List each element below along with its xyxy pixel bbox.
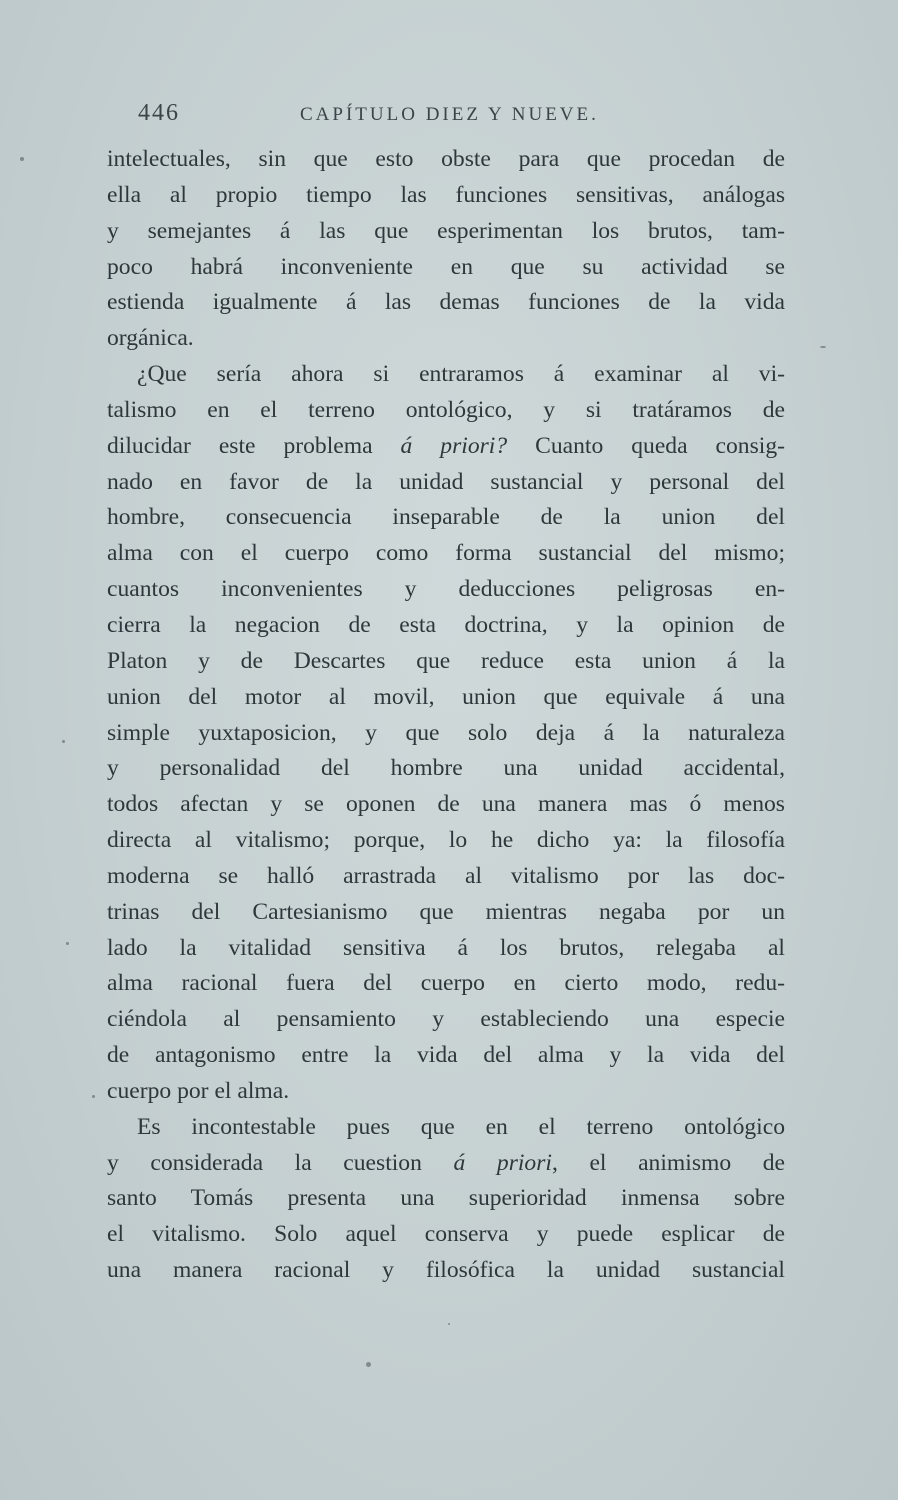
text-line: cuantos inconvenientes y deducciones peligrosas en- <box>107 576 785 603</box>
paragraph-1 <box>107 142 785 357</box>
italic-phrase: á priori? <box>400 432 508 459</box>
text-segment: Cuanto queda consig- <box>507 432 785 459</box>
text-line-with-italic <box>107 1146 785 1182</box>
text-line: y personalidad del hombre una unidad accidental, <box>107 755 785 782</box>
paper-speck <box>62 740 65 743</box>
text-line: alma racional fuera del cuerpo en cierto modo, redu- <box>107 970 785 997</box>
text-line: poco habrá inconveniente en que su actividad se <box>107 253 785 280</box>
text-line: nado en favor de la unidad sustancial y personal del <box>107 468 785 495</box>
paper-speck <box>92 1095 95 1098</box>
paper-speck <box>20 157 24 161</box>
paper-speck <box>820 346 826 348</box>
paper-speck <box>448 1323 450 1325</box>
text-line: trinas del Cartesianismo que mientras negaba por un <box>107 898 785 925</box>
running-head: CAPÍTULO DIEZ Y NUEVE. <box>300 104 599 125</box>
paper-speck <box>366 1362 371 1367</box>
text-line: ella al propio tiempo las funciones sensitivas, análogas <box>107 181 785 208</box>
text-line: moderna se halló arrastrada al vitalismo por las doc- <box>107 862 785 889</box>
text-line: estienda igualmente á las demas funciones de la vida <box>107 289 785 316</box>
text-line: cuerpo por el alma. <box>107 1077 290 1104</box>
paragraph-3 <box>107 1110 785 1289</box>
text-line-with-italic <box>107 429 785 465</box>
text-line: ¿Que sería ahora si entraramos á examinar al vi- <box>137 361 785 388</box>
text-line: lado la vitalidad sensitiva á los brutos, relegaba al <box>107 934 785 961</box>
paragraph-2 <box>107 357 785 1110</box>
text-line: hombre, consecuencia inseparable de la union del <box>107 504 785 531</box>
text-line: union del motor al movil, union que equivale á una <box>107 683 785 710</box>
text-line: de antagonismo entre la vida del alma y la vida del <box>107 1042 785 1069</box>
text-line: Platon y de Descartes que reduce esta union á la <box>107 647 785 674</box>
text-line: orgánica. <box>107 325 194 352</box>
text-line: santo Tomás presenta una superioridad inmensa sobre <box>107 1185 785 1212</box>
page-number: 446 <box>138 100 180 126</box>
text-line: una manera racional y filosófica la unidad sustancial <box>107 1257 785 1284</box>
text-line: cierra la negacion de esta doctrina, y la opinion de <box>107 611 785 638</box>
text-line: directa al vitalismo; porque, lo he dicho ya: la filosofía <box>107 827 785 854</box>
text-line: Es incontestable pues que en el terreno ontológico <box>137 1113 785 1140</box>
text-segment: dilucidar este problema <box>107 432 401 459</box>
text-line: todos afectan y se oponen de una manera mas ó menos <box>107 791 785 818</box>
text-line: y semejantes á las que esperimentan los brutos, tam- <box>107 217 785 244</box>
text-line: ciéndola al pensamiento y estableciendo una especie <box>107 1006 785 1033</box>
text-line: intelectuales, sin que esto obste para que procedan de <box>107 146 785 172</box>
text-line: alma con el cuerpo como forma sustancial del mismo; <box>107 540 785 567</box>
text-line: talismo en el terreno ontológico, y si tratáramos de <box>107 396 785 423</box>
text-segment: , el animismo de <box>551 1149 786 1176</box>
body-text <box>107 142 785 1289</box>
text-line: simple yuxtaposicion, y que solo deja á la naturaleza <box>107 719 785 746</box>
italic-phrase: á priori <box>453 1149 552 1176</box>
text-line: el vitalismo. Solo aquel conserva y puede esplicar de <box>107 1221 785 1248</box>
page-header <box>138 100 788 140</box>
text-segment: y considerada la cuestion <box>107 1149 454 1176</box>
paper-speck <box>66 942 69 945</box>
